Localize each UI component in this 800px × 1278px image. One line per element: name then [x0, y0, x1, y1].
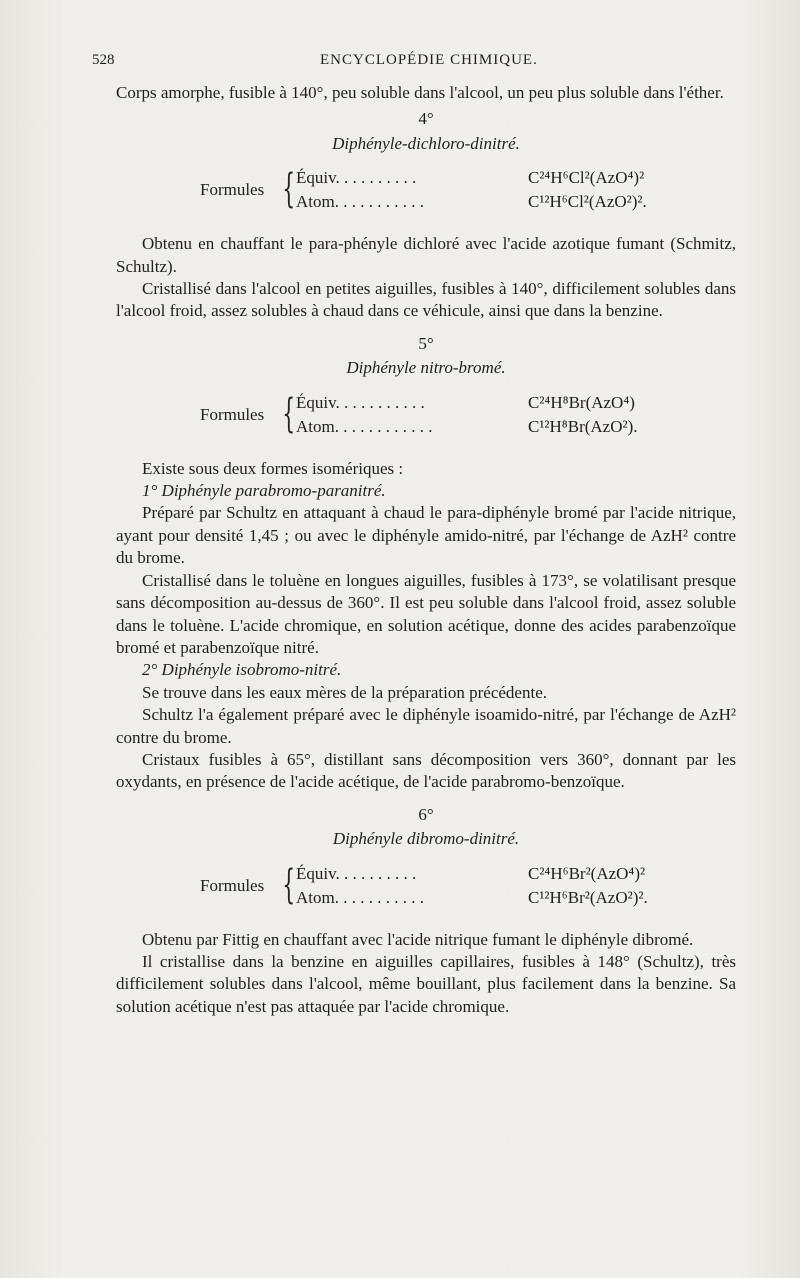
section-5-paragraph: Schultz l'a également préparé avec le diphényle isoamido-nitré, par l'échange de AzH² contre du brome.: [116, 705, 736, 747]
section-6-number: 6°: [418, 804, 434, 824]
equiv-row: [296, 392, 635, 414]
isomer-heading: 1° Diphényle parabromo-paranitré.: [142, 481, 386, 501]
equiv-formula: C²⁴H⁸Br(AzO⁴): [528, 392, 635, 412]
atom-key: Atom. . . . . . . . . . .: [296, 192, 424, 212]
isomer-heading: 2° Diphényle isobromo-nitré.: [142, 660, 342, 680]
atom-formula: C¹²H⁶Cl²(AzO²)².: [528, 192, 647, 212]
section-6-paragraph: Obtenu par Fittig en chauffant avec l'acide nitrique fumant le diphényle dibromé.: [142, 929, 694, 949]
section-5-title: Diphényle nitro-bromé.: [346, 358, 506, 378]
section-4-title: Diphényle-dichloro-dinitré.: [332, 133, 520, 153]
page-body: [116, 82, 736, 1018]
brace-icon: {: [282, 166, 296, 213]
section-5-formulas: [116, 388, 736, 444]
atom-row: [296, 416, 638, 438]
section-5-paragraph: Cristaux fusibles à 65°, distillant sans décomposition vers 360°, donnant par les oxydants, en présence de l'acide acétique, de l'acide parabromo-benzoïque.: [116, 749, 736, 792]
equiv-row: [296, 863, 646, 885]
equiv-key: Équiv. . . . . . . . . .: [296, 168, 417, 188]
section-5-paragraph: Préparé par Schultz en attaquant à chaud le para-diphényle bromé par l'acide nitrique, ayant pour densité 1,45 ; ou avec le diphényle amido-nitré, par l'échange de AzH² contre du brome.: [116, 503, 736, 568]
atom-key: Atom. . . . . . . . . . . .: [296, 416, 433, 436]
page-number: 528: [92, 52, 115, 68]
equiv-formula: C²⁴H⁶Br²(AzO⁴)²: [528, 863, 646, 883]
formulas-label: Formules: [200, 404, 265, 424]
atom-key: Atom. . . . . . . . . . .: [296, 887, 424, 907]
section-4-formulas: [116, 163, 736, 219]
equiv-key: Équiv. . . . . . . . . .: [296, 863, 417, 883]
section-6-paragraph: Il cristallise dans la benzine en aiguilles capillaires, fusibles à 148° (Schultz), très difficilement solubles dans l'alcool, même bouillant, plus facilement dans la benzine. Sa solution acétique n'est pas attaquée par l'acide chromique.: [116, 951, 736, 1016]
page-header: [92, 52, 740, 74]
section-4-number: 4°: [418, 109, 434, 129]
section-5-paragraph: Existe sous deux formes isomériques :: [142, 458, 404, 478]
section-4-paragraph: Obtenu en chauffant le para-phényle dichloré avec l'acide azotique fumant (Schmitz, Schultz).: [116, 234, 736, 276]
section-5-number: 5°: [418, 333, 434, 353]
section-6-formulas: [116, 859, 736, 915]
atom-formula: C¹²H⁶Br²(AzO²)².: [528, 887, 648, 907]
section-4-paragraph: Cristallisé dans l'alcool en petites aiguilles, fusibles à 140°, difficilement solubles dans l'alcool froid, assez solubles à chaud dans ce véhicule, ainsi que dans la benzine.: [116, 279, 736, 321]
equiv-row: [296, 167, 645, 189]
formulas-label: Formules: [200, 875, 265, 895]
brace-icon: {: [282, 390, 296, 437]
atom-row: [296, 191, 647, 213]
brace-icon: {: [282, 861, 296, 908]
equiv-formula: C²⁴H⁶Cl²(AzO⁴)²: [528, 168, 645, 188]
atom-row: [296, 887, 648, 909]
intro-paragraph: Corps amorphe, fusible à 140°, peu soluble dans l'alcool, un peu plus soluble dans l'éther.: [116, 83, 724, 102]
section-5-paragraph: Se trouve dans les eaux mères de la préparation précédente.: [142, 682, 547, 702]
formulas-label: Formules: [200, 180, 265, 200]
section-6-title: Diphényle dibromo-dinitré.: [332, 829, 520, 849]
atom-formula: C¹²H⁸Br(AzO²).: [528, 416, 638, 436]
equiv-key: Équiv. . . . . . . . . . .: [296, 392, 425, 412]
running-title: ENCYCLOPÉDIE CHIMIQUE.: [320, 52, 538, 68]
section-5-paragraph: Cristallisé dans le toluène en longues aiguilles, fusibles à 173°, se volatilisant presque sans décomposition au-dessus de 360°. Il est peu soluble dans l'alcool froid, assez soluble dans le toluène. L'acide chromique, en solution acétique, donne des acides parabenzoïque bromé et parabenzoïque nitré.: [116, 570, 736, 657]
